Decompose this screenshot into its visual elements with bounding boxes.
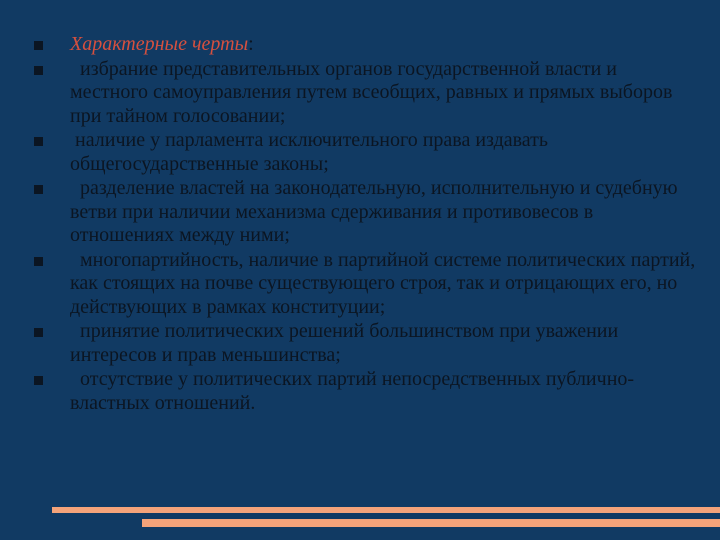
square-bullet-icon: [34, 376, 43, 385]
list-heading: Характерные черты: [70, 33, 249, 55]
heading-colon: :: [248, 33, 254, 55]
bullet-text: многопартийность, наличие в партийной системе политических партий, как стоящих на почве существующего строя, так и отрицающих его, но действующих в рамках конституции;: [70, 248, 701, 318]
square-bullet-icon: [34, 41, 43, 50]
bullet-item: [0, 368, 720, 415]
decorative-rule-bottom: [142, 519, 720, 527]
square-bullet-icon: [34, 66, 43, 75]
bullet-item: [0, 58, 720, 129]
decorative-rule-top: [52, 507, 720, 513]
bullet-text: принятие политических решений большинством при уважении интересов и прав меньшинства;: [70, 320, 624, 366]
bullet-item-heading: [0, 33, 720, 57]
bullet-item: [0, 129, 720, 176]
square-bullet-icon: [34, 137, 43, 146]
bullet-item: [0, 177, 720, 248]
bullet-text: разделение властей на законодательную, исполнительную и судебную ветви при наличии механизма сдерживания и противовесов в отношениях между ними;: [70, 177, 683, 246]
bullet-text: отсутствие у политических партий непосредственных публично-властных отношений.: [70, 368, 635, 414]
bullet-text: избрание представительных органов государственной власти и местного самоуправления путем всеобщих, равных и прямых выборов при тайном голосовании;: [70, 57, 678, 127]
bullet-item: [0, 320, 720, 367]
bullet-item: [0, 249, 720, 320]
bullet-text: наличие у парламента исключительного права издавать общегосударственные законы;: [70, 129, 554, 175]
bullet-list: [0, 33, 720, 416]
square-bullet-icon: [34, 185, 43, 194]
square-bullet-icon: [34, 257, 43, 266]
square-bullet-icon: [34, 328, 43, 337]
